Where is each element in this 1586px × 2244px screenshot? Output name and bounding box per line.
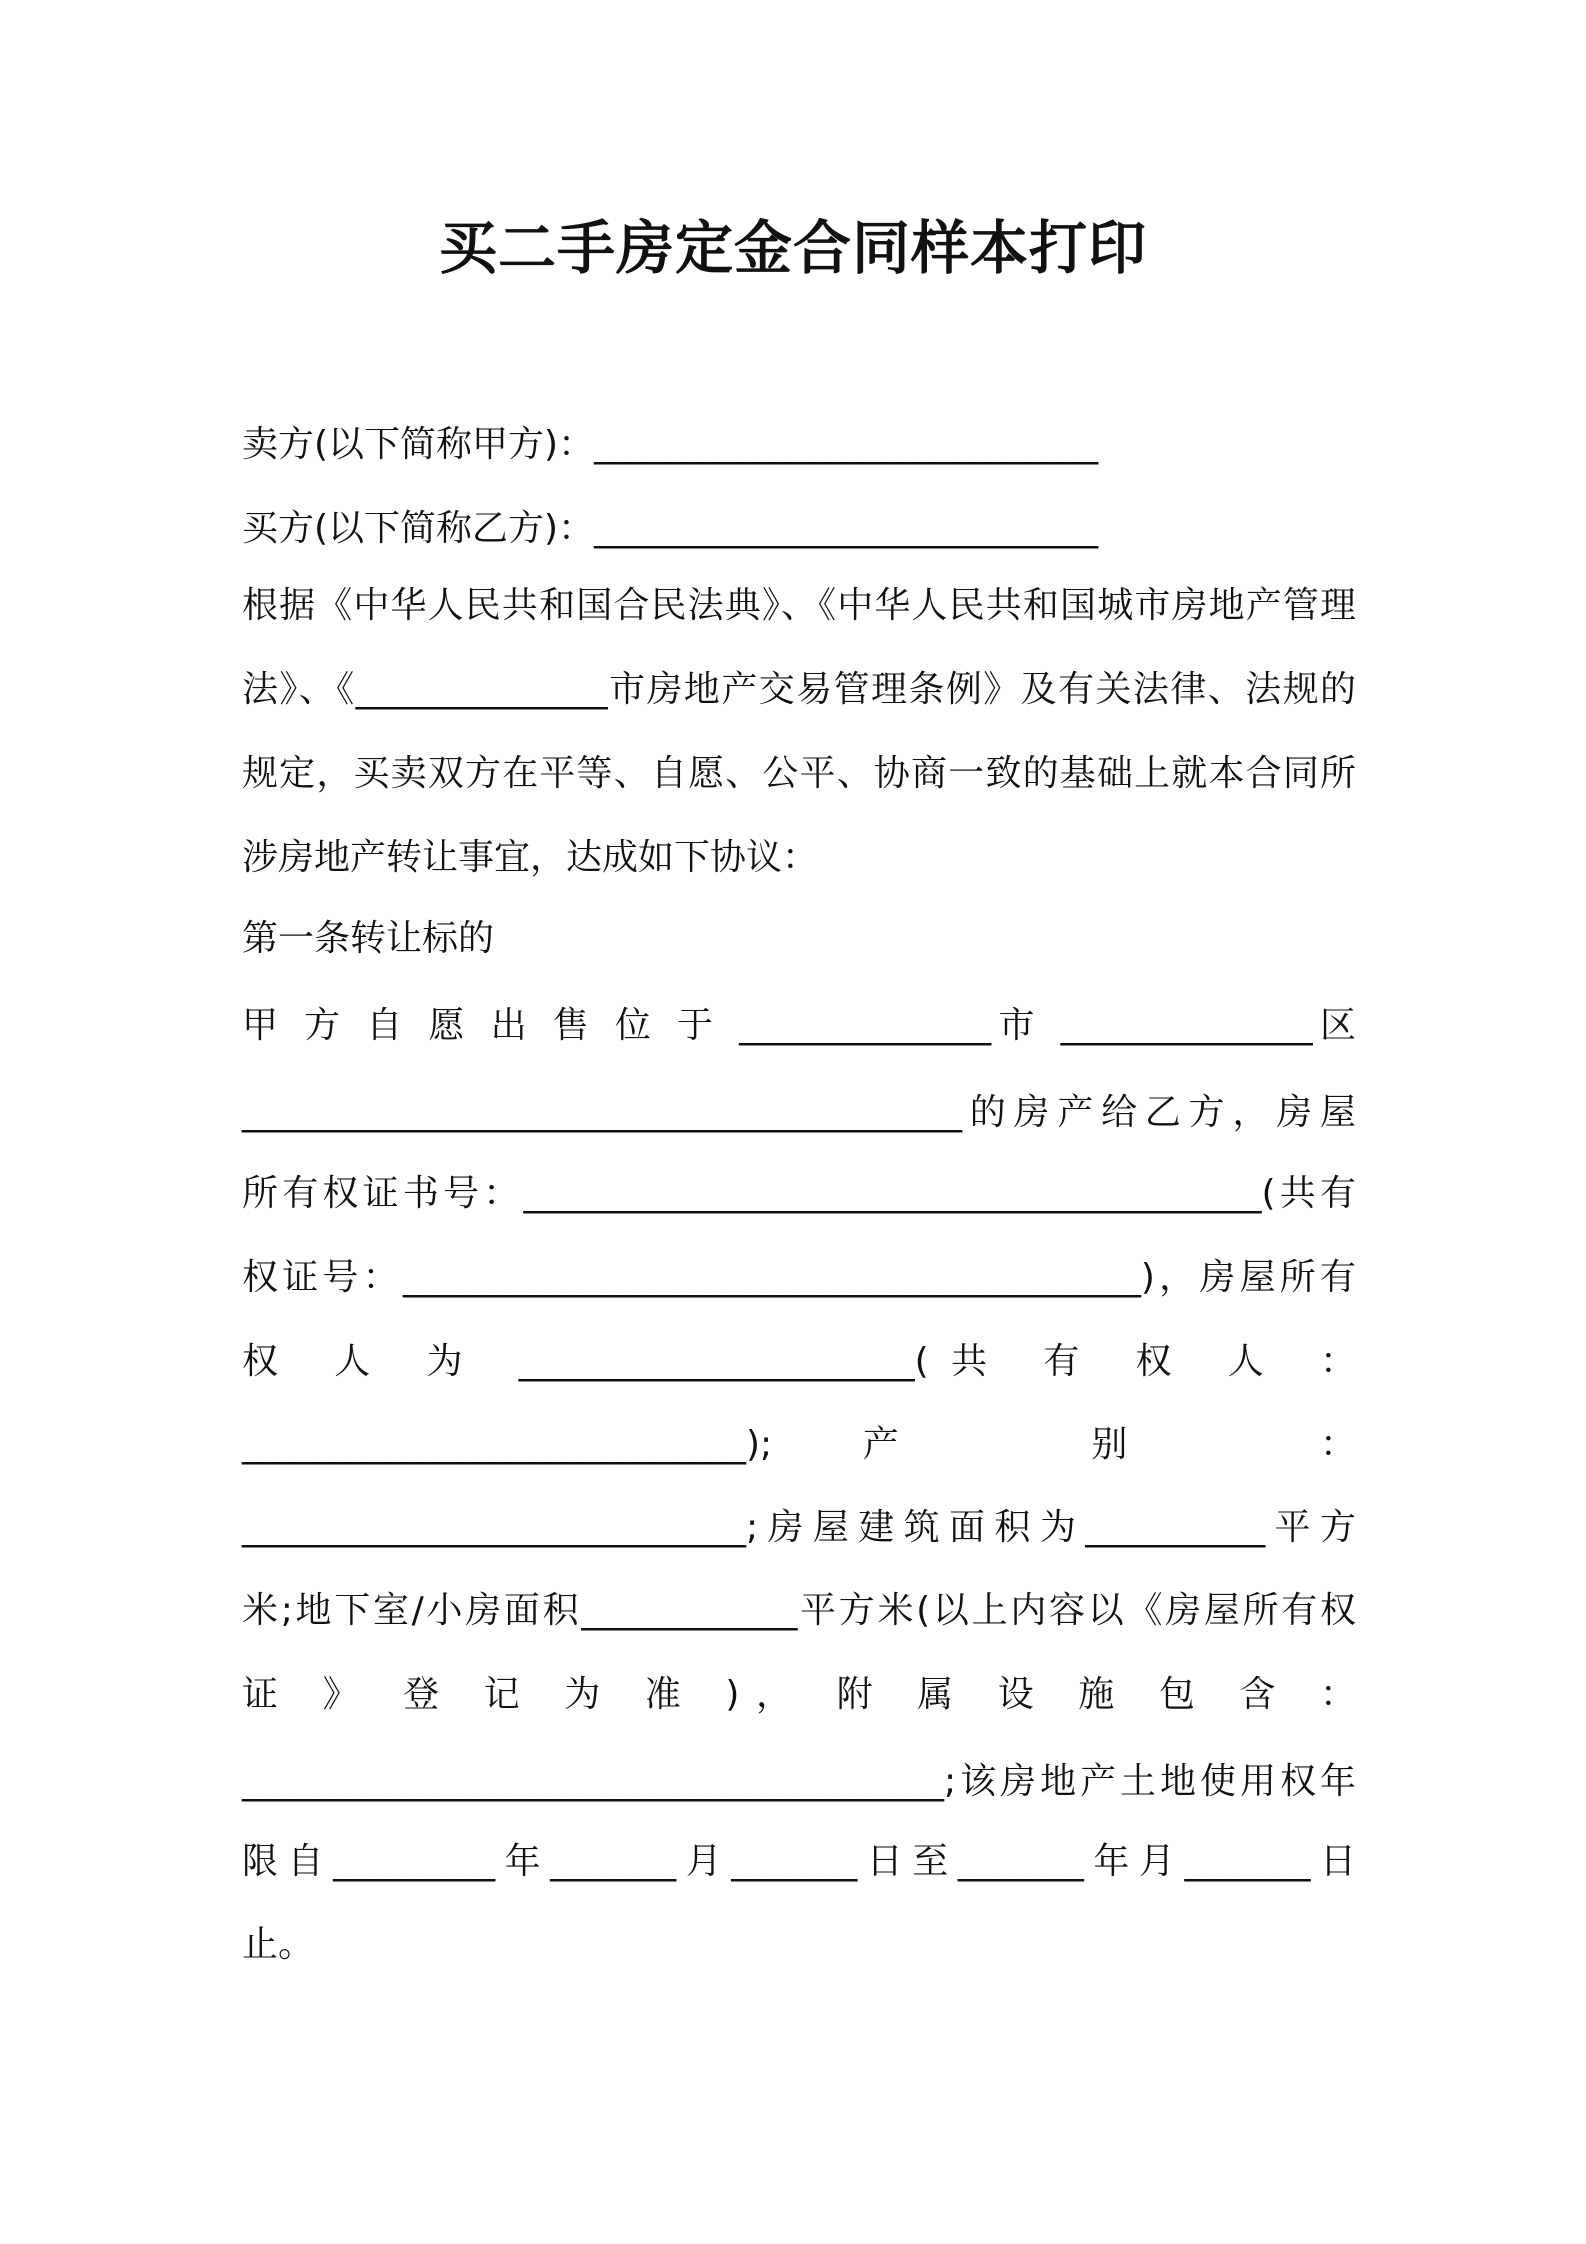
article-1-line-5: 权 人 为 ______________________(共 有 权 人 ： [242, 1341, 1356, 1382]
article-1-line-12: 止。 [242, 1924, 315, 1965]
seller-line: 卖方(以下简称甲方)：____________________________ [242, 424, 1099, 465]
article-1-line-7: ____________________________;房屋建筑面积为__________平方 [242, 1507, 1356, 1548]
buyer-line: 买方(以下简称乙方)：____________________________ [242, 508, 1099, 549]
article-1-line-4: 权证号：_________________________________________)，房屋所有 [242, 1257, 1356, 1298]
article-1-line-2: ________________________________________的房产给乙方，房屋 [242, 1092, 1356, 1133]
article-1-line-10: _______________________________________;该房地产土地使用权年 [242, 1761, 1356, 1802]
article-1-line-11: 限自_________年_______月_______日至_______年月_______日 [242, 1841, 1357, 1882]
preamble-line-1: 根据《中华人民共和国合民法典》、《中华人民共和国城市房地产管理 [242, 585, 1356, 626]
preamble-line-3: 规定，买卖双方在平等、自愿、公平、协商一致的基础上就本合同所 [242, 753, 1356, 794]
article-1-line-8: 米;地下室/小房面积____________平方米(以上内容以《房屋所有权 [242, 1590, 1356, 1631]
preamble-line-2: 法》、《______________市房地产交易管理条例》及有关法律、法规的 [242, 669, 1356, 710]
document-title: 买二手房定金合同样本打印 [438, 214, 1147, 282]
article-1-line-3: 所有权证书号：_________________________________________(共有 [242, 1173, 1356, 1214]
preamble-line-4: 涉房地产转让事宜，达成如下协议： [242, 837, 819, 878]
article-1-line-1: 甲 方 自 愿 出 售 位 于 ______________市 ______________区 [242, 1005, 1356, 1046]
article-1-heading: 第一条转让标的 [242, 918, 495, 959]
article-1-line-9: 证 》 登 记 为 准 )， 附 属 设 施 包 含 ： [242, 1674, 1356, 1715]
article-1-line-6: ____________________________);产 别 ： [242, 1424, 1356, 1465]
